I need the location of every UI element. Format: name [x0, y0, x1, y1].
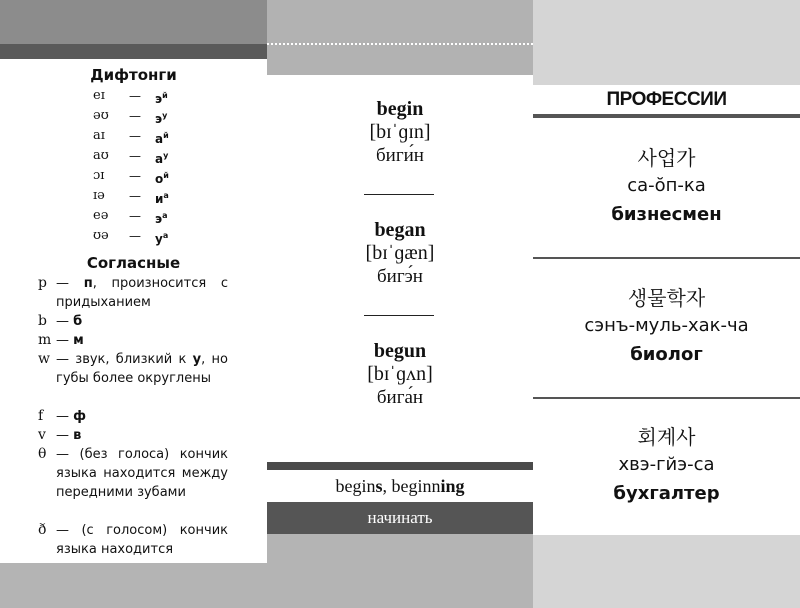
top-gray-band — [267, 0, 533, 75]
diphthong-dash: — — [129, 149, 141, 163]
diphthong-base: и — [155, 192, 164, 206]
diphthong-base: у — [155, 232, 163, 246]
profession-russian: биолог — [630, 344, 703, 365]
description-bold: ф — [73, 409, 87, 424]
verb-card-panel — [267, 0, 533, 608]
verb-meaning: начинать — [267, 502, 533, 534]
diphthong-dash: — — [129, 109, 141, 123]
verb-word: begun — [373, 340, 427, 362]
description-text: — (без голоса) кончик языка находится между передними зубами — [56, 447, 228, 500]
description-text: — — [56, 428, 74, 443]
diphthong-dash: — — [129, 229, 141, 243]
top-light-band — [533, 0, 800, 85]
verb-transcription: [bɪˈɡʌn] — [367, 363, 433, 385]
dotted-line — [267, 43, 533, 45]
diphthongs-consonants-panel — [0, 0, 267, 608]
verb-form-past — [267, 219, 533, 289]
separator-line — [364, 315, 434, 316]
consonant-symbol: b — [38, 313, 47, 329]
description-text: — звук, близкий к — [56, 352, 193, 367]
diphthong-base: э — [155, 92, 163, 106]
diphthong-ipa: aɪ — [93, 128, 105, 143]
description-bold: в — [73, 428, 82, 443]
diphthong-ipa: ɪə — [93, 188, 105, 203]
diphthong-dash: — — [129, 189, 141, 203]
consonant-entry — [38, 274, 228, 312]
description-bold: у — [192, 352, 202, 367]
divider-line — [533, 397, 800, 399]
consonant-entry — [38, 407, 228, 426]
diphthong-sup: й — [163, 131, 169, 140]
profession-transliteration: сэнъ-муль-хак-ча — [584, 315, 749, 336]
description-text: — (с голосом) кончик языка находится — [56, 523, 228, 557]
diphthong-ipa: eɪ — [93, 88, 105, 103]
verb-reading: биги́н — [376, 145, 424, 166]
profession-korean: 사업가 — [637, 146, 696, 170]
diphthong-sup: й — [163, 171, 169, 180]
consonant-symbol: w — [38, 351, 50, 367]
professions-panel — [533, 0, 800, 608]
verb-reading: бигэ́н — [377, 266, 423, 287]
top-gray-band — [0, 0, 267, 44]
verb-word: begin — [376, 98, 424, 120]
verb-form-infinitive — [267, 98, 533, 168]
diphthong-sup: а — [162, 231, 169, 240]
consonant-description — [56, 274, 228, 312]
profession-transliteration: хвэ-гйэ-са — [618, 454, 715, 475]
consonant-entry — [38, 426, 228, 445]
consonant-symbol: ð — [38, 522, 47, 538]
description-text: , но губы более округлены — [56, 352, 229, 386]
diphthong-dash: — — [129, 209, 141, 223]
consonant-entry — [38, 350, 228, 388]
diphthong-russian — [155, 226, 195, 249]
description-bold: м — [73, 333, 84, 348]
diphthong-sup: й — [162, 91, 168, 100]
profession-korean: 회계사 — [637, 425, 696, 449]
form-ending: s — [375, 476, 383, 496]
separator-line — [364, 194, 434, 195]
description-text: — — [56, 409, 74, 424]
consonant-description — [56, 407, 228, 426]
description-text: — — [56, 333, 74, 348]
form-stem: begin — [335, 476, 376, 496]
diphthong-ipa: eə — [93, 208, 109, 223]
consonant-entry — [38, 445, 228, 502]
phonetics-content — [0, 60, 267, 563]
form-comma: , — [382, 476, 392, 496]
bottom-light-band — [533, 535, 800, 608]
diphthong-base: а — [155, 132, 164, 146]
professions-title: ПРОФЕССИИ — [606, 89, 727, 110]
diphthong-sup: у — [162, 111, 168, 120]
diphthong-ipa: ʊə — [93, 228, 109, 243]
diphthong-base: э — [155, 212, 163, 226]
diphthong-ipa: aʊ — [93, 148, 109, 163]
diphthong-ipa: ɔɪ — [93, 168, 105, 183]
description-text: , произносится с придыханием — [56, 276, 229, 310]
consonant-symbol: θ — [38, 446, 47, 462]
bottom-gray-band — [267, 534, 533, 608]
verb-transcription: [bɪˈɡɪn] — [369, 121, 431, 143]
profession-russian: бизнесмен — [611, 204, 722, 225]
profession-entry — [533, 424, 800, 508]
description-text: — — [56, 276, 84, 291]
consonant-symbol: m — [38, 332, 52, 348]
diphthong-sup: а — [163, 191, 169, 200]
profession-russian: бухгалтер — [613, 483, 720, 504]
consonants-title: Согласные — [86, 254, 181, 272]
profession-entry — [533, 145, 800, 229]
profession-transliteration: са-ŏп-ка — [627, 175, 706, 196]
diphthong-dash: — — [129, 89, 141, 103]
diphthong-sup: у — [163, 151, 169, 160]
divider-line — [533, 257, 800, 259]
consonant-description — [56, 331, 228, 350]
consonant-description — [56, 312, 228, 331]
verb-reading: бига́н — [376, 387, 424, 408]
diphthong-base: о — [155, 172, 164, 186]
title-underline — [533, 114, 800, 118]
bottom-gray-band — [0, 563, 267, 608]
verb-form-participle — [267, 340, 533, 410]
dark-divider-bar — [267, 462, 533, 470]
profession-entry — [533, 285, 800, 369]
diphthong-base: э — [155, 112, 163, 126]
consonant-description — [56, 521, 228, 559]
description-text: — — [56, 314, 74, 329]
diphthongs-title: Дифтонги — [90, 66, 177, 84]
diphthong-base: а — [155, 152, 164, 166]
verb-extra-forms — [267, 470, 533, 502]
description-bold: п — [83, 276, 93, 291]
verb-transcription: [bɪˈɡæn] — [365, 242, 435, 264]
consonant-entry — [38, 521, 228, 559]
profession-korean: 생물학자 — [627, 286, 706, 310]
consonant-entry — [38, 331, 228, 350]
form-ending: ing — [440, 476, 465, 496]
consonant-description — [56, 426, 228, 445]
consonant-symbol: p — [38, 275, 47, 291]
diphthong-dash: — — [129, 169, 141, 183]
consonant-description — [56, 445, 228, 502]
consonant-entry — [38, 312, 228, 331]
consonant-symbol: v — [38, 427, 46, 443]
verb-word: began — [374, 219, 426, 241]
consonant-description — [56, 350, 228, 388]
dark-gray-band — [0, 44, 267, 59]
consonant-symbol: f — [38, 408, 44, 424]
diphthong-dash: — — [129, 129, 141, 143]
description-bold: б — [73, 314, 83, 329]
diphthong-sup: а — [162, 211, 168, 220]
diphthong-ipa: əʊ — [93, 108, 109, 123]
form-stem: beginn — [391, 476, 441, 496]
